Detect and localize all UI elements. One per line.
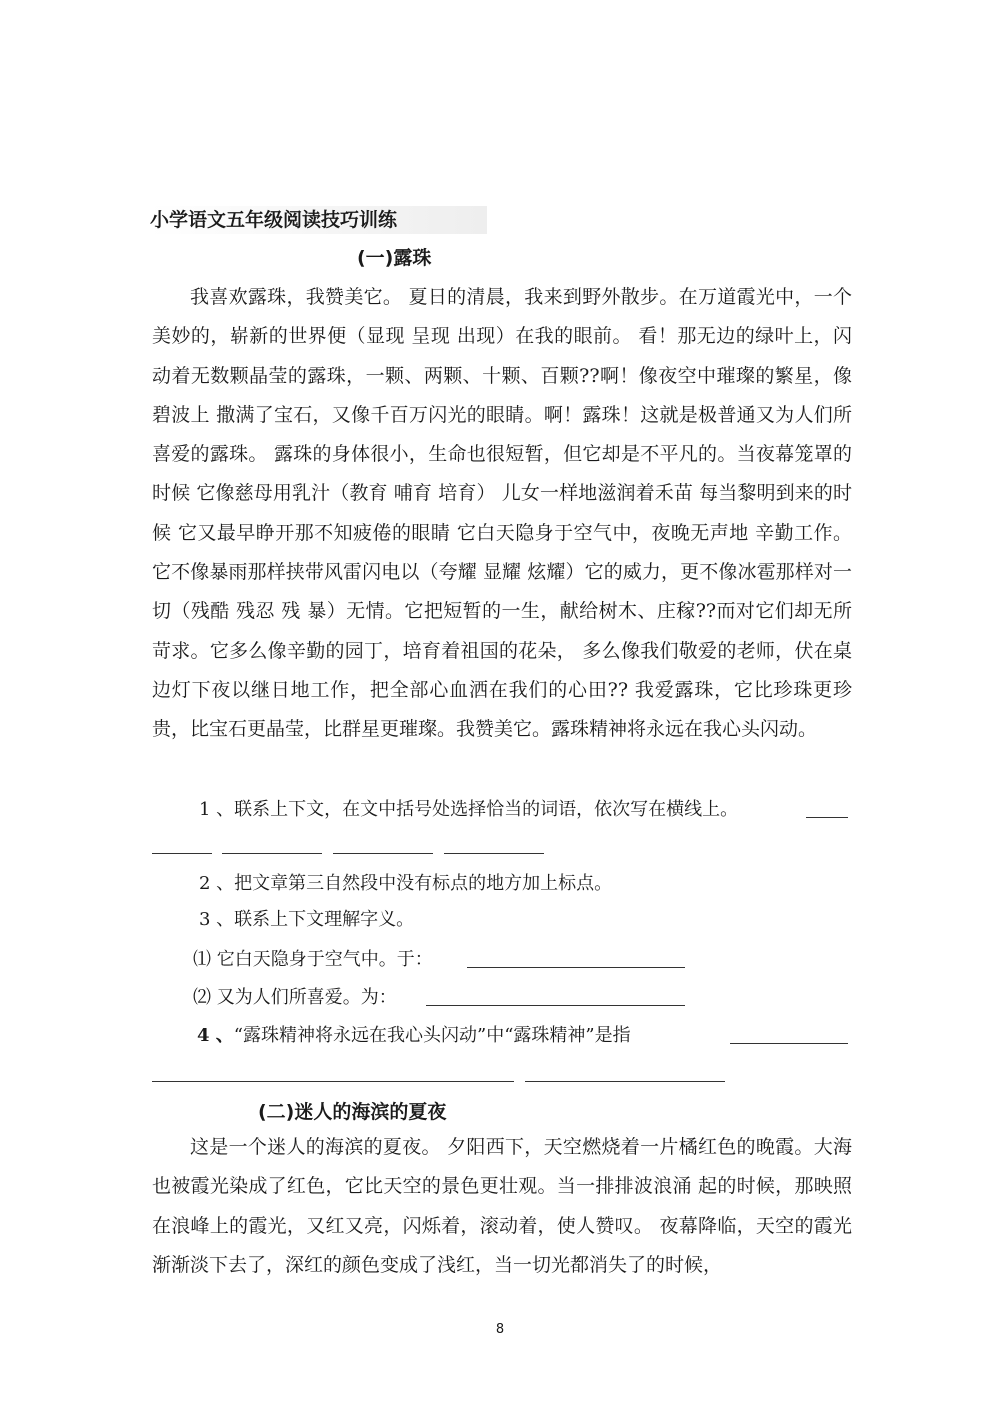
answer-line-3-1[interactable] (467, 967, 685, 968)
document-title: 小学语文五年级阅读技巧训练 (150, 206, 487, 234)
answer-line-1a[interactable] (806, 817, 848, 818)
section1-title: (一)露珠 (357, 247, 432, 269)
question-3: 3 、联系上下文理解字义。 (199, 909, 415, 930)
question-1 (199, 796, 738, 824)
question-4 (197, 1022, 631, 1050)
answer-line-4a[interactable] (730, 1043, 848, 1044)
answer-line-3-2[interactable] (426, 1005, 685, 1006)
question-3-2: ⑵ 又为人们所喜爱。为： (193, 987, 397, 1008)
answer-line-4b[interactable] (152, 1081, 514, 1082)
answer-line-1e[interactable] (444, 853, 544, 854)
question-4-number: 4 、 (197, 1025, 234, 1046)
question-2: 2 、把文章第三自然段中没有标点的地方加上标点。 (199, 873, 613, 894)
section2-title: (二)迷人的海滨的夏夜 (258, 1101, 447, 1123)
question-1-text: 1 、联系上下文，在文中括号处选择恰当的词语，依次写在横线上。 (199, 799, 739, 820)
question-3-1: ⑴ 它白天隐身于空气中。于： (193, 949, 433, 970)
answer-line-1c[interactable] (222, 853, 322, 854)
section2-paragraph: 这是一个迷人的海滨的夏夜。 夕阳西下，天空燃烧着一片橘红色的晚霞。大海也被霞光染成了红色，它比天空的景色更壮观。当一排排波浪涌 起的时候，那映照在浪峰上的霞光，又红又亮，闪烁着，滚动着，使人赞叹。 夜幕降临，天空的霞光渐渐淡下去了，深红的颜色变成了浅红，当一切光都消失了的时候， (152, 1136, 852, 1276)
question-4-text: “露珠精神将永远在我心头闪动”中“露珠精神”是指 (233, 1025, 631, 1046)
answer-line-4c[interactable] (525, 1081, 725, 1082)
page-number: 8 (495, 1322, 505, 1337)
answer-line-1b[interactable] (152, 853, 212, 854)
answer-line-1d[interactable] (333, 853, 433, 854)
section1-paragraph: 我喜欢露珠，我赞美它。 夏日的清晨，我来到野外散步。在万道霞光中，一个美妙的，崭新的世界便（显现 呈现 出现）在我的眼前。 看！那无边的绿叶上，闪动着无数颗晶莹的露珠，一颗、两颗、十颗、百颗??啊！像夜空中璀璨的繁星，像碧波上 撒满了宝石，又像千百万闪光的眼睛。啊！露珠！这就是极普通又为人们所喜爱的露珠。 露珠的身体很小，生命也很短暂，但它却是不平凡的。当夜幕笼罩的时候 它像慈母用乳汁（教育 哺育 培育） 儿女一样地滋润着禾苗 每当黎明到来的时候 它又最早睁开那不知疲倦的眼睛 它白天隐身于空气中，夜晚无声地 辛勤工作。它不像暴雨那样挟带风雷闪电以（夸耀 显耀 炫耀）它的威力，更不像冰雹那样对一切（残酷 残忍 残 暴）无情。它把短暂的一生，献给树木、庄稼??而对它们却无所苛求。它多么像辛勤的园丁，培育着祖国的花朵， 多么像我们敬爱的老师，伏在桌边灯下夜以继日地工作，把全部心血洒在我们的心田?? 我爱露珠，它比珍珠更珍贵，比宝石更晶莹，比群星更璀璨。我赞美它。露珠精神将永远在我心头闪动。 (152, 286, 852, 741)
